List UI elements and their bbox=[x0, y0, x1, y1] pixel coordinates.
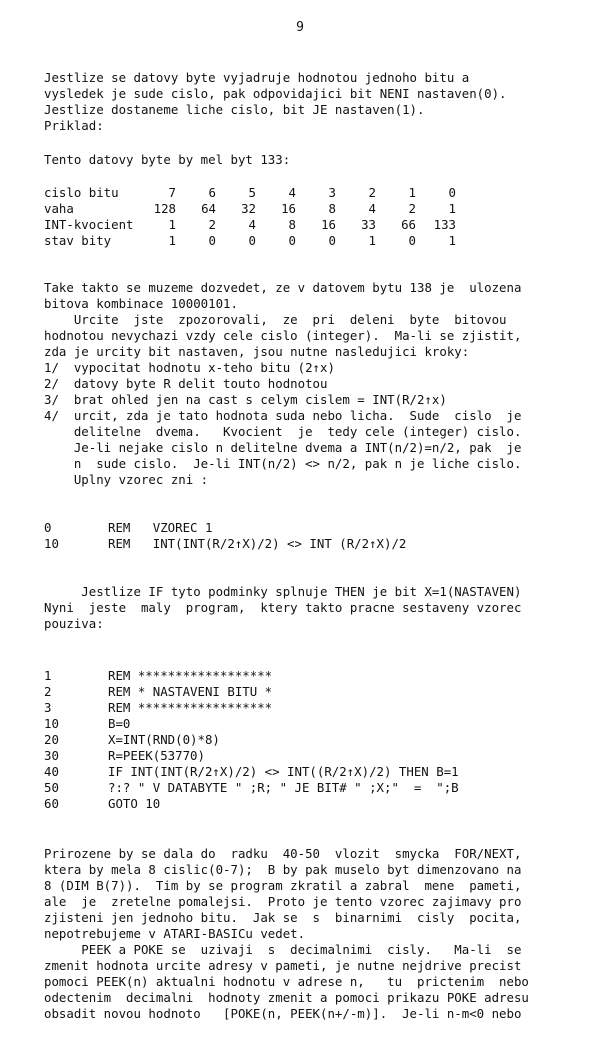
bit-table-row bbox=[44, 201, 456, 217]
step-line: n sude cislo. Je-li INT(n/2) <> n/2, pak n je liche cislo. bbox=[44, 456, 522, 471]
text-line: Priklad: bbox=[44, 118, 104, 133]
bit-table-cell: 1 bbox=[168, 233, 176, 248]
code-text: REM VZOREC 1 bbox=[108, 520, 213, 535]
text-line: vysledek je sude cislo, pak odpovidajici bit NENI nastaven(0). bbox=[44, 86, 507, 101]
row-label: vaha bbox=[44, 201, 74, 216]
bit-table-cell: 33 bbox=[361, 217, 376, 232]
bit-table-cell: 1 bbox=[408, 185, 416, 200]
text-line: hodnotou nevychazi vzdy cele cislo (integer). Ma-li se zjistit, bbox=[44, 328, 522, 343]
bit-table-cell: 4 bbox=[248, 217, 256, 232]
bit-table-cell: 0 bbox=[208, 233, 216, 248]
condition-paragraph bbox=[44, 584, 521, 632]
bit-table-cell: 133 bbox=[433, 217, 456, 232]
text-line: nepotrebujeme v ATARI-BASICu vedet. bbox=[44, 926, 306, 941]
bit-table-row bbox=[44, 217, 456, 233]
bit-table-cell: 0 bbox=[448, 185, 456, 200]
step-line: Uplny vzorec zni : bbox=[44, 472, 209, 487]
step-line: 3/ brat ohled jen na cast s celym cislem = INT(R/2↑x) bbox=[44, 392, 447, 407]
bit-table-cell: 0 bbox=[328, 233, 336, 248]
code-line bbox=[44, 796, 574, 812]
bit-table bbox=[44, 185, 456, 249]
bit-table-cell: 1 bbox=[448, 233, 456, 248]
bit-table-cell: 4 bbox=[288, 185, 296, 200]
bit-table-row bbox=[44, 185, 456, 201]
text-line: zjisteni jen jednoho bitu. Jak se s binarnimi cisly pocita, bbox=[44, 910, 522, 925]
text-line: bitova kombinace 10000101. bbox=[44, 296, 238, 311]
code-text: REM ****************** bbox=[108, 668, 273, 683]
code-text: REM * NASTAVENI BITU * bbox=[108, 684, 273, 699]
bit-table-cell: 8 bbox=[328, 201, 336, 216]
text-line: Nyni jeste maly program, ktery takto pracne sestaveny vzorec bbox=[44, 600, 522, 615]
code-text: R=PEEK(53770) bbox=[108, 748, 205, 763]
text-line: pouziva: bbox=[44, 616, 104, 631]
text-line: ale je zretelne pomalejsi. Proto je tento vzorec zajimavy pro bbox=[44, 894, 522, 909]
code-line bbox=[44, 536, 564, 552]
code-line bbox=[44, 668, 574, 684]
code-line bbox=[44, 748, 574, 764]
line-number: 50 bbox=[44, 780, 59, 795]
page-number: 9 bbox=[296, 20, 304, 35]
text-line: Urcite jste zpozorovali, ze pri deleni byte bitovou bbox=[44, 312, 507, 327]
line-number: 40 bbox=[44, 764, 59, 779]
formula-listing bbox=[44, 520, 564, 552]
text-line: Jestlize IF tyto podminky splnuje THEN je bit X=1(NASTAVEN) bbox=[44, 584, 522, 599]
code-text: ?:? " V DATABYTE " ;R; " JE BIT# " ;X;" = ";B bbox=[108, 780, 459, 795]
bit-table-cell: 16 bbox=[281, 201, 296, 216]
intro-paragraph bbox=[44, 70, 507, 134]
code-text: REM ****************** bbox=[108, 700, 273, 715]
text-line: Take takto se muzeme dozvedet, ze v datovem bytu 138 je ulozena bbox=[44, 280, 522, 295]
line-number: 10 bbox=[44, 536, 59, 551]
step-line: 1/ vypocitat hodnotu x-teho bitu (2↑x) bbox=[44, 360, 335, 375]
code-line bbox=[44, 520, 564, 536]
line-number: 10 bbox=[44, 716, 59, 731]
line-number: 2 bbox=[44, 684, 52, 699]
code-line bbox=[44, 684, 574, 700]
line-number: 0 bbox=[44, 520, 52, 535]
code-text: X=INT(RND(0)*8) bbox=[108, 732, 220, 747]
text-line: ktera by mela 8 cislic(0-7); B by pak muselo byt dimenzovano na bbox=[44, 862, 522, 877]
step-line: delitelne dvema. Kvocient je tedy cele (integer) cislo. bbox=[44, 424, 522, 439]
code-line bbox=[44, 716, 574, 732]
bit-table-cell: 16 bbox=[321, 217, 336, 232]
text-line: 8 (DIM B(7)). Tim by se program zkratil a zabral mene pameti, bbox=[44, 878, 522, 893]
code-line bbox=[44, 780, 574, 796]
bit-table-cell: 1 bbox=[368, 233, 376, 248]
bit-table-cell: 128 bbox=[153, 201, 176, 216]
code-text: IF INT(INT(R/2↑X)/2) <> INT((R/2↑X)/2) THEN B=1 bbox=[108, 764, 459, 779]
bit-table-cell: 2 bbox=[368, 185, 376, 200]
step-line: 2/ datovy byte R delit touto hodnotou bbox=[44, 376, 328, 391]
bit-table-row bbox=[44, 233, 456, 249]
bit-table-cell: 8 bbox=[288, 217, 296, 232]
text-line: Prirozene by se dala do radku 40-50 vlozit smycka FOR/NEXT, bbox=[44, 846, 522, 861]
example-line: Tento datovy byte by mel byt 133: bbox=[44, 152, 291, 167]
row-label: cislo bitu bbox=[44, 185, 119, 200]
step-line: Je-li nejake cislo n delitelne dvema a INT(n/2)=n/2, pak je bbox=[44, 440, 522, 455]
text-line: zmenit hodnota urcite adresy v pameti, je nutne nejdrive precist bbox=[44, 958, 522, 973]
row-label: stav bity bbox=[44, 233, 112, 248]
explanation-paragraph bbox=[44, 280, 521, 488]
text-line: PEEK a POKE se uzivaji s decimalnimi cisly. Ma-li se bbox=[44, 942, 522, 957]
closing-paragraph bbox=[44, 846, 529, 1022]
bit-table-cell: 0 bbox=[288, 233, 296, 248]
text-line: Jestlize dostaneme liche cislo, bit JE nastaven(1). bbox=[44, 102, 425, 117]
bit-table-cell: 0 bbox=[248, 233, 256, 248]
code-line bbox=[44, 700, 574, 716]
code-line bbox=[44, 732, 574, 748]
line-number: 60 bbox=[44, 796, 59, 811]
bit-table-cell: 1 bbox=[448, 201, 456, 216]
bit-table-cell: 66 bbox=[401, 217, 416, 232]
bit-table-cell: 0 bbox=[408, 233, 416, 248]
text-line: obsadit novou hodnoto [POKE(n, PEEK(n+/-m)]. Je-li n-m<0 nebo bbox=[44, 1006, 522, 1021]
text-line: Jestlize se datovy byte vyjadruje hodnotou jednoho bitu a bbox=[44, 70, 470, 85]
line-number: 20 bbox=[44, 732, 59, 747]
program-listing bbox=[44, 668, 574, 812]
bit-table-cell: 32 bbox=[241, 201, 256, 216]
bit-table-cell: 4 bbox=[368, 201, 376, 216]
code-text: GOTO 10 bbox=[108, 796, 161, 811]
code-text: REM INT(INT(R/2↑X)/2) <> INT (R/2↑X)/2 bbox=[108, 536, 407, 551]
bit-table-cell: 64 bbox=[201, 201, 216, 216]
text-line: zda je urcity bit nastaven, jsou nutne nasledujici kroky: bbox=[44, 344, 470, 359]
bit-table-cell: 7 bbox=[168, 185, 176, 200]
line-number: 30 bbox=[44, 748, 59, 763]
bit-table-cell: 1 bbox=[168, 217, 176, 232]
code-line bbox=[44, 764, 574, 780]
bit-table-cell: 2 bbox=[408, 201, 416, 216]
bit-table-cell: 3 bbox=[328, 185, 336, 200]
text-line: pomoci PEEK(n) aktualni hodnotu v adrese n, tu prictenim nebo bbox=[44, 974, 529, 989]
bit-table-cell: 6 bbox=[208, 185, 216, 200]
row-label: INT-kvocient bbox=[44, 217, 134, 232]
line-number: 3 bbox=[44, 700, 52, 715]
text-line: odectenim decimalni hodnoty zmenit a pomoci prikazu POKE adresu bbox=[44, 990, 529, 1005]
bit-table-cell: 2 bbox=[208, 217, 216, 232]
code-text: B=0 bbox=[108, 716, 131, 731]
step-line: 4/ urcit, zda je tato hodnota suda nebo licha. Sude cislo je bbox=[44, 408, 522, 423]
line-number: 1 bbox=[44, 668, 52, 683]
bit-table-cell: 5 bbox=[248, 185, 256, 200]
